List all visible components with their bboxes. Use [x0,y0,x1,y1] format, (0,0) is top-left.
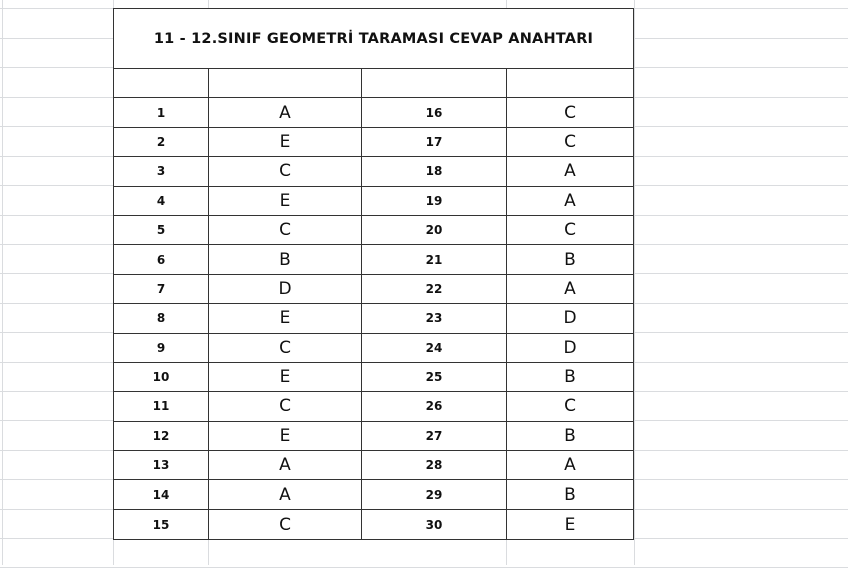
question-number-cell[interactable]: 12 [114,422,209,450]
answer-cell[interactable]: E [209,304,362,332]
table-row [114,422,633,451]
question-number-cell[interactable]: 10 [114,363,209,391]
question-number-cell[interactable]: 23 [362,304,507,332]
cell[interactable] [507,69,633,97]
question-number-cell[interactable]: 15 [114,510,209,539]
question-number-cell[interactable]: 11 [114,392,209,420]
question-number-cell[interactable]: 20 [362,216,507,244]
question-number-cell[interactable]: 27 [362,422,507,450]
question-number-cell[interactable]: 17 [362,128,507,156]
gridline [634,0,635,565]
answer-cell[interactable]: A [209,98,362,126]
question-number-cell[interactable]: 4 [114,187,209,215]
question-number-cell[interactable]: 24 [362,334,507,362]
table-row [114,98,633,127]
answer-cell[interactable]: E [209,422,362,450]
gridline [2,0,3,565]
answer-cell[interactable]: C [564,102,576,123]
answer-cell[interactable]: C [209,334,362,362]
table-row [114,245,633,274]
answer-cell[interactable]: C [209,510,362,539]
answer-cell[interactable]: A [564,190,576,211]
question-number-cell[interactable]: 7 [114,275,209,303]
question-number-cell[interactable]: 21 [362,245,507,273]
answer-cell[interactable]: E [564,514,576,535]
question-number-cell[interactable]: 16 [362,98,507,126]
question-number-cell[interactable]: 2 [114,128,209,156]
question-number-cell[interactable]: 6 [114,245,209,273]
table-row [114,392,633,421]
question-number-cell[interactable]: 5 [114,216,209,244]
question-number-cell[interactable]: 22 [362,275,507,303]
answer-cell[interactable]: A [209,480,362,508]
answer-cell[interactable]: C [564,220,576,241]
question-number-cell[interactable]: 9 [114,334,209,362]
cell[interactable] [209,69,362,97]
question-number-cell[interactable]: 13 [114,451,209,479]
question-number-cell[interactable]: 1 [114,98,209,126]
answer-cell[interactable]: D [563,337,577,358]
table-row [114,480,633,509]
answer-cell[interactable]: C [564,396,576,417]
empty-header-row [114,69,633,98]
cell[interactable] [114,69,209,97]
answer-cell[interactable]: B [564,484,576,505]
question-number-cell[interactable]: 14 [114,480,209,508]
answer-cell[interactable]: A [564,161,576,182]
answer-key-table [113,8,634,540]
table-row [114,510,633,539]
table-row [114,334,633,363]
answer-cell[interactable]: E [209,187,362,215]
question-number-cell[interactable]: 29 [362,480,507,508]
answer-cell[interactable]: B [564,367,576,388]
question-number-cell[interactable]: 26 [362,392,507,420]
table-row [114,187,633,216]
answer-cell[interactable]: C [209,216,362,244]
answer-cell[interactable]: C [209,157,362,185]
question-number-cell[interactable]: 25 [362,363,507,391]
question-number-cell[interactable]: 19 [362,187,507,215]
table-row [114,304,633,333]
answer-cell[interactable]: E [209,363,362,391]
cell[interactable] [362,69,507,97]
answer-cell[interactable]: D [563,308,577,329]
table-row [114,128,633,157]
answer-cell[interactable]: B [209,245,362,273]
question-number-cell[interactable]: 18 [362,157,507,185]
answer-cell[interactable]: C [564,131,576,152]
answer-cell[interactable]: B [564,249,576,270]
answer-cell[interactable]: D [209,275,362,303]
question-number-cell[interactable]: 8 [114,304,209,332]
question-number-cell[interactable]: 3 [114,157,209,185]
table-row [114,216,633,245]
table-row [114,363,633,392]
question-number-cell[interactable]: 30 [362,510,507,539]
table-row [114,451,633,480]
table-row [114,157,633,186]
answer-cell[interactable]: A [564,278,576,299]
table-title[interactable]: 11 - 12.SINIF GEOMETRİ TARAMASI CEVAP ANAHTARI [114,9,633,69]
answer-cell[interactable]: C [209,392,362,420]
answer-cell[interactable]: A [564,455,576,476]
question-number-cell[interactable]: 28 [362,451,507,479]
answer-cell[interactable]: E [209,128,362,156]
answer-cell[interactable]: B [564,425,576,446]
answer-cell[interactable]: A [209,451,362,479]
table-row [114,275,633,304]
